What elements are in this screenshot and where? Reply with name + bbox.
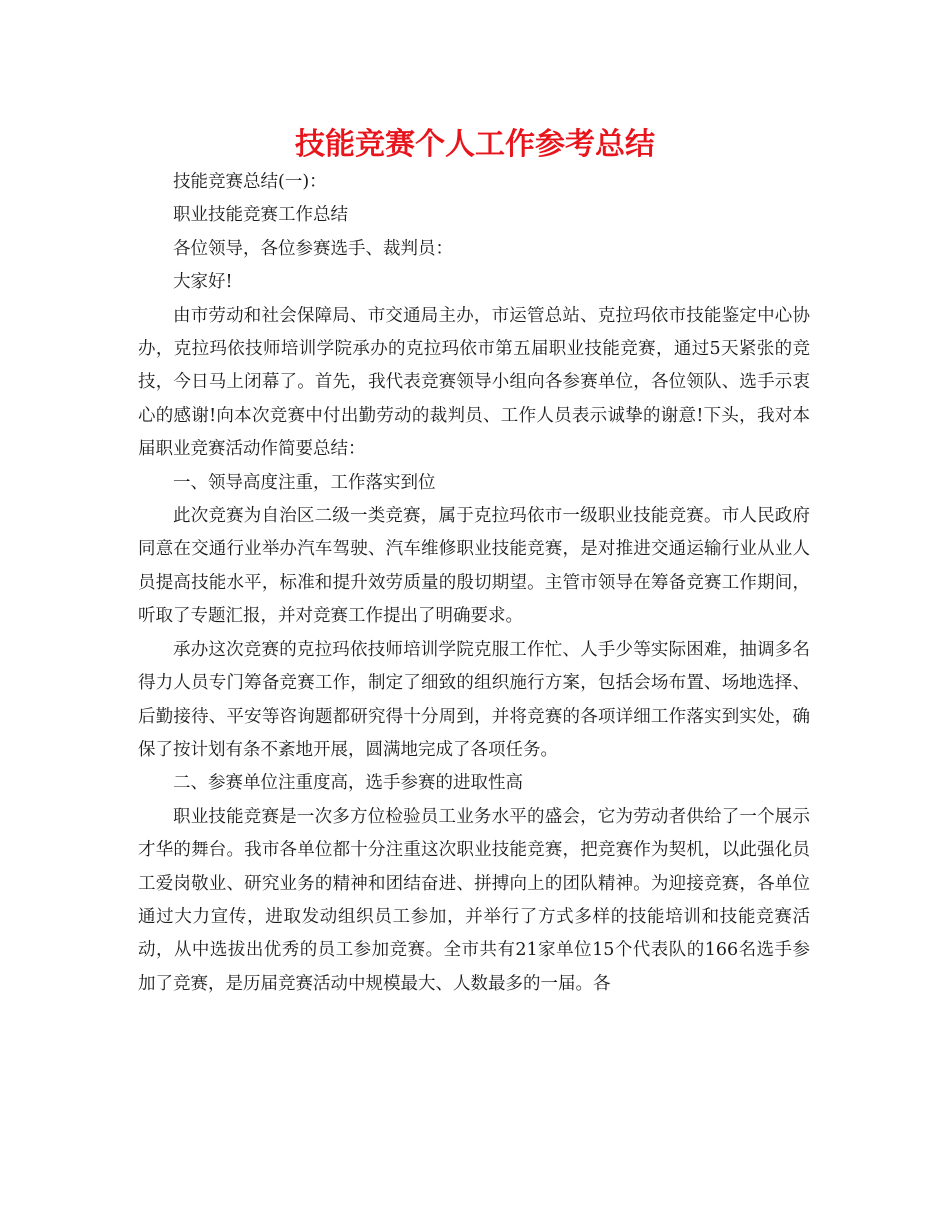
section-title: 职业技能竞赛工作总结 <box>173 205 348 226</box>
document-body <box>138 166 810 1001</box>
salutation: 各位领导，各位参赛选手、裁判员： <box>173 238 453 259</box>
body-paragraph: 由市劳动和社会保障局、市交通局主办，市运管总站、克拉玛依市技能鉴定中心协办，克拉玛依技师培训学院承办的克拉玛依市第五届职业技能竞赛，通过5天紧张的竞技，今日马上闭幕了。首先，我代表竞赛领导小组向各参赛单位，各位领队、选手示衷心的感谢!向本次竞赛中付出勤劳动的裁判员、工作人员表示诚挚的谢意!下头，我对本届职业竞赛活动作简要总结： <box>138 305 810 460</box>
greeting: 大家好! <box>173 272 233 293</box>
body-paragraph: 此次竞赛为自治区二级一类竞赛，属于克拉玛依市一级职业技能竞赛。市人民政府同意在交通行业举办汽车驾驶、汽车维修职业技能竞赛，是对推进交通运输行业从业人员提高技能水平，标准和提升效劳质量的殷切期望。主管市领导在筹备竞赛工作期间，听取了专题汇报，并对竞赛工作提出了明确要求。 <box>138 506 810 627</box>
section-subtitle: 技能竞赛总结(一)： <box>173 172 327 192</box>
document-title: 技能竞赛个人工作参考总结 <box>295 127 655 162</box>
section-heading: 一、领导高度注重，工作落实到位 <box>173 472 436 493</box>
body-paragraph: 承办这次竞赛的克拉玛依技师培训学院克服工作忙、人手少等实际困难，抽调多名得力人员专门筹备竞赛工作，制定了细致的组织施行方案，包括会场布置、场地选择、后勤接待、平安等咨询题都研究得十分周到，并将竞赛的各项详细工作落实到实处，确保了按计划有条不紊地开展，圆满地完成了各项任务。 <box>138 639 810 760</box>
body-paragraph: 职业技能竞赛是一次多方位检验员工业务水平的盛会，它为劳动者供给了一个展示才华的舞台。我市各单位都十分注重这次职业技能竞赛，把竞赛作为契机，以此强化员工爱岗敬业、研究业务的精神和团结奋进、拼搏向上的团队精神。为迎接竞赛，各单位通过大力宣传，进取发动组织员工参加，并举行了方式多样的技能培训和技能竞赛活动，从中选拔出优秀的员工参加竞赛。全市共有21家单位15个代表队的166名选手参加了竞赛，是历届竞赛活动中规模最大、人数最多的一届。各 <box>138 806 810 994</box>
section-heading: 二、参赛单位注重度高，选手参赛的进取性高 <box>173 773 523 794</box>
